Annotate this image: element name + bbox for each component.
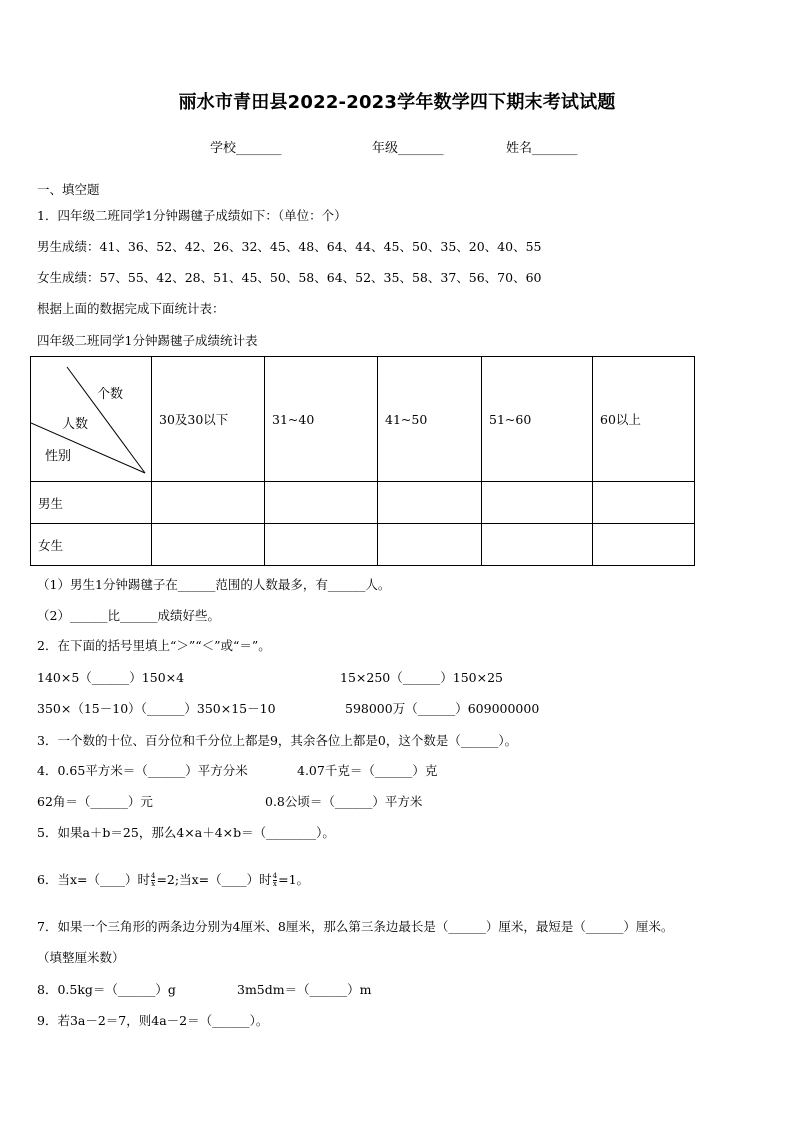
row-label: 男生 [31,482,152,524]
q2-a: 140×5（______）150×4 [37,670,185,685]
table-header-row [31,357,695,482]
name-field: 姓名_______ [506,141,578,156]
table-corner-cell [31,357,152,482]
q6-part2: =2;当x=（____）时 [156,872,272,887]
q6 [37,872,309,888]
section-heading: 一、填空题 [37,182,100,197]
q1-instruction: 根据上面的数据完成下面统计表： [37,301,225,316]
table-cell[interactable] [378,524,482,566]
q1-boys-scores: 男生成绩：41、36、52、42、26、32、45、48、64、44、45、50、35、20、40、55 [37,239,542,254]
corner-label-count: 个数 [97,387,124,402]
table-cell[interactable] [482,482,593,524]
q1-sub1: （1）男生1分钟踢毽子在______范围的人数最多，有______人。 [37,577,391,592]
table-row [31,482,695,524]
q5: 5．如果a＋b＝25，那么4×a＋4×b＝（________）。 [37,825,335,840]
q6-part1: 6．当x=（____）时 [37,872,150,887]
q1-sub2: （2）______比______成绩好些。 [37,608,220,623]
fraction [273,873,277,888]
column-header: 51~60 [482,357,593,482]
q3: 3．一个数的十位、百分位和千分位上都是9，其余各位上都是0，这个数是（______）。 [37,733,518,748]
table-row [31,524,695,566]
column-header: 41~50 [378,357,482,482]
q9: 9．若3a－2＝7，则4a－2＝（______）。 [37,1013,269,1028]
table-cell[interactable] [152,524,265,566]
table-cell[interactable] [152,482,265,524]
q2-stem: 2．在下面的括号里填上“＞”“＜”或“＝”。 [37,638,271,653]
q4-d: 0.8公顷＝（______）平方米 [265,794,423,809]
corner-label-gender: 性别 [45,449,72,464]
column-header: 60以上 [593,357,695,482]
q2-d: 598000万（______）609000000 [345,701,540,716]
fraction-numerator: 4 [272,872,278,880]
table-cell[interactable] [265,524,378,566]
q6-part3: =1。 [278,872,310,887]
row-label: 女生 [31,524,152,566]
q2-b: 15×250（______）150×25 [340,670,503,685]
table-cell[interactable] [593,524,695,566]
q1-girls-scores: 女生成绩：57、55、42、28、51、45、50、58、64、52、35、58、37、56、70、60 [37,270,542,285]
grade-field: 年级_______ [372,141,444,156]
page-title: 丽水市青田县2022-2023学年数学四下期末考试试题 [178,92,616,113]
q4-a: 4．0.65平方米＝（______）平方分米 [37,763,248,778]
q2-c: 350×（15－10）（______）350×15－10 [37,701,276,716]
q1-table-title: 四年级二班同学1分钟踢毽子成绩统计表 [37,333,258,348]
fraction [151,873,155,888]
table-cell[interactable] [593,482,695,524]
q8-a: 8．0.5kg＝（______）g [37,982,176,997]
q1-stem: 1．四年级二班同学1分钟踢毽子成绩如下：（单位：个） [37,208,347,223]
stats-table [30,356,695,566]
column-header: 30及30以下 [152,357,265,482]
q7-line1: 7．如果一个三角形的两条边分别为4厘米、8厘米，那么第三条边最长是（______）厘米，最短是（______）厘米。 [37,919,674,934]
q8-b: 3m5dm＝（______）m [237,982,372,997]
q4-b: 4.07千克＝（______）克 [297,763,438,778]
table-cell[interactable] [482,524,593,566]
q4-c: 62角＝（______）元 [37,794,153,809]
table-cell[interactable] [378,482,482,524]
fraction-numerator: 4 [150,872,156,880]
school-field: 学校_______ [210,141,282,156]
corner-label-people: 人数 [62,417,89,432]
fraction-denominator: x [151,880,156,888]
column-header: 31~40 [265,357,378,482]
fraction-denominator: x [272,880,277,888]
table-cell[interactable] [265,482,378,524]
q7-line2: （填整厘米数） [37,950,125,965]
